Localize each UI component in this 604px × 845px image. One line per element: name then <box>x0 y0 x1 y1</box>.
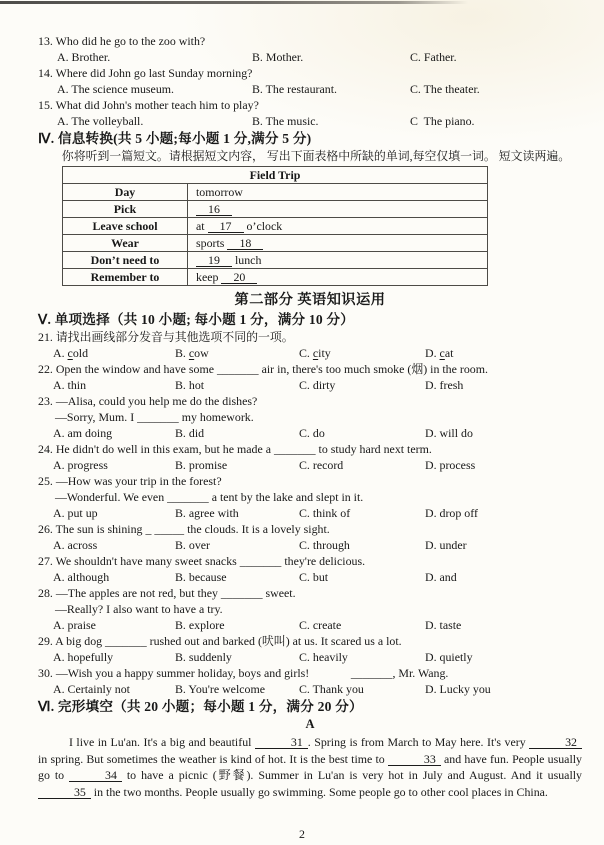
option-label: D. taste <box>425 618 462 633</box>
question-stem: 13. Who did he go to the zoo with? <box>38 34 206 48</box>
option-label: A. Brother. <box>57 50 111 64</box>
table-label-cell: Remember to <box>63 269 188 286</box>
question-item <box>38 329 582 361</box>
question-item <box>38 33 582 65</box>
table-label-cell: Pick <box>63 201 188 218</box>
option-row <box>53 537 582 553</box>
option-label: C. but <box>299 570 329 585</box>
option-label: B. explore <box>175 618 225 633</box>
option-label: C. heavily <box>299 650 348 665</box>
question-stem: 23. —Alisa, could you help me do the dishes? <box>38 394 258 409</box>
question-stem: 29. A big dog _______ rushed out and barked (吠叫) at us. It scared us a lot. <box>38 634 402 649</box>
option-row <box>53 425 582 441</box>
option-label: A. am doing <box>53 426 113 441</box>
blank-number: 16 <box>196 203 232 216</box>
option-label: B. hot <box>175 378 205 393</box>
option-label: B. The restaurant. <box>252 82 337 96</box>
table-label-cell: Leave school <box>63 218 188 235</box>
question-item <box>38 361 582 393</box>
option-row <box>53 457 582 473</box>
option-label: A. The science museum. <box>57 82 175 96</box>
option-label: D. process <box>425 458 476 473</box>
option-label: C. record <box>299 458 344 473</box>
blank-number: 35 <box>38 786 91 799</box>
page-content <box>38 33 582 800</box>
option-row <box>57 113 582 129</box>
table-value-cell: tomorrow <box>188 184 488 201</box>
question-stem: 27. We shouldn't have many sweet snacks _______ they're delicious. <box>38 554 366 569</box>
option-row <box>53 569 582 585</box>
blank-number: 34 <box>69 769 122 782</box>
option-label: A. hopefully <box>53 650 114 665</box>
blank-number: 33 <box>388 753 441 766</box>
question-item <box>38 441 582 473</box>
option-label: A. Certainly not <box>53 682 130 697</box>
option-label: B. over <box>175 538 211 553</box>
option-label: A. praise <box>53 618 96 633</box>
question-stem: —Really? I also want to have a try. <box>55 602 223 617</box>
option-label: A. although <box>53 570 110 585</box>
question-stem: —Sorry, Mum. I _______ my homework. <box>55 410 254 425</box>
cloze-passage: I live in Lu'an. It's a big and beautiful 31 . Spring is from March to May here. It's very 32 in spring. But sometimes the weather is kind of hot. It is the best time to 33 and have fun. People usually go to 34 to have a picnic (野餐). Summer in Lu'an is very hot in July and August. And it usually 35 in the two months. People usually go swimming. Some people go to other cool places in China. <box>38 735 582 799</box>
section-vi-heading: Ⅵ. 完形填空（共 20 小题；每小题 1 分，满分 20 分） <box>38 699 363 715</box>
option-label: B. did <box>175 426 205 441</box>
question-stem: 15. What did John's mother teach him to play? <box>38 98 259 112</box>
option-label: D. fresh <box>425 378 464 393</box>
question-stem: 28. —The apples are not red, but they _______ sweet. <box>38 586 296 601</box>
option-label: B. The music. <box>252 114 319 128</box>
blank-number: 20 <box>221 271 257 284</box>
multiple-choice-questions-21-30 <box>38 329 582 697</box>
table-row <box>63 218 488 235</box>
option-row <box>53 617 582 633</box>
option-label: B. Mother. <box>252 50 304 64</box>
option-row <box>53 649 582 665</box>
option-label: A. put up <box>53 506 98 521</box>
option-label: B. because <box>175 570 227 585</box>
question-item <box>38 393 582 441</box>
option-label: B. suddenly <box>175 650 232 665</box>
option-row <box>57 49 582 65</box>
table-value-cell: keep 20 <box>188 269 488 286</box>
table-row <box>63 252 488 269</box>
option-label: C. Thank you <box>299 682 364 697</box>
table-row <box>63 235 488 252</box>
table-value-cell: at 17 o’clock <box>188 218 488 235</box>
option-label: C. dirty <box>299 378 336 393</box>
option-label: C. do <box>299 426 325 441</box>
page-number: 2 <box>299 827 305 841</box>
option-label: C. The theater. <box>410 82 480 96</box>
option-label: C. city <box>299 346 331 361</box>
option-label: C. think of <box>299 506 351 521</box>
question-stem: 26. The sun is shining _ _____ the clouds. It is a lovely sight. <box>38 522 330 537</box>
option-label: A. thin <box>53 378 87 393</box>
section-v-heading: Ⅴ. 单项选择（共 10 小题; 每小题 1 分，满分 10 分） <box>38 312 355 328</box>
table-label-cell: Wear <box>63 235 188 252</box>
option-label: B. You're welcome <box>175 682 265 697</box>
question-stem: 21. 请找出画线部分发音与其他选项不同的一项。 <box>38 330 294 345</box>
question-item <box>38 521 582 553</box>
section-iv-heading: Ⅳ. 信息转换(共 5 小题;每小题 1 分,满分 5 分) <box>38 131 312 146</box>
option-row <box>53 505 582 521</box>
option-label: C. create <box>299 618 342 633</box>
underlined-letter: c <box>188 346 195 361</box>
question-stem: 30. —Wish you a happy summer holiday, boys and girls! _______, Mr. Wang. <box>38 666 449 681</box>
option-label: D. drop off <box>425 506 478 521</box>
table-label-cell: Day <box>63 184 188 201</box>
option-label: D. and <box>425 570 457 585</box>
option-row <box>53 681 582 697</box>
table-title-row <box>63 167 488 184</box>
option-label: D. quietly <box>425 650 473 665</box>
listening-questions-13-15 <box>38 33 582 129</box>
passage-label: A <box>305 717 315 732</box>
question-stem: 25. —How was your trip in the forest? <box>38 474 222 489</box>
scan-artifact-line <box>0 1 468 4</box>
part2-heading: 第二部分 英语知识运用 <box>234 292 386 309</box>
table-row <box>63 201 488 218</box>
option-label: A. progress <box>53 458 108 473</box>
option-label: D. under <box>425 538 467 553</box>
question-item <box>38 97 582 129</box>
question-stem: 24. He didn't do well in this exam, but he made a _______ to study hard next term. <box>38 442 432 457</box>
option-row <box>57 81 582 97</box>
underlined-letter: c <box>67 346 73 361</box>
option-label: D. Lucky you <box>425 682 491 697</box>
question-stem: —Wonderful. We even _______ a tent by the lake and slept in it. <box>55 490 364 505</box>
option-label: B. cow <box>175 346 209 361</box>
table-value-cell: 19 lunch <box>188 252 488 269</box>
question-item <box>38 65 582 97</box>
option-label: A. across <box>53 538 98 553</box>
underlined-letter: c <box>439 346 445 361</box>
option-label: C. through <box>299 538 350 553</box>
option-label: A. cold <box>53 346 89 361</box>
table-label-cell: Don’t need to <box>63 252 188 269</box>
option-label: B. promise <box>175 458 228 473</box>
question-item <box>38 585 582 633</box>
question-stem: 14. Where did John go last Sunday morning? <box>38 66 253 80</box>
table-value-cell: sports 18 <box>188 235 488 252</box>
option-label: B. agree with <box>175 506 239 521</box>
question-item <box>38 553 582 585</box>
question-item <box>38 665 582 697</box>
table-row <box>63 269 488 286</box>
table-title: Field Trip <box>63 167 488 184</box>
option-label: D. will do <box>425 426 473 441</box>
blank-number: 17 <box>208 220 244 233</box>
field-trip-table <box>62 166 488 286</box>
option-label: C. Father. <box>410 50 457 64</box>
option-label: C The piano. <box>410 114 475 128</box>
question-item <box>38 473 582 521</box>
option-row <box>53 345 582 361</box>
question-stem: 22. Open the window and have some _______ air in, there's too much smoke (烟) in the room. <box>38 362 488 377</box>
table-row <box>63 184 488 201</box>
blank-number: 19 <box>196 254 232 267</box>
option-label: D. cat <box>425 346 454 361</box>
section-iv-instructions: 你将听到一篇短文。请根据短文内容， 写出下面表格中所缺的单词,每空仅填一词。 短文读两遍。 <box>61 149 571 163</box>
blank-number: 18 <box>227 237 263 250</box>
blank-number: 31 <box>255 736 308 749</box>
option-label: A. The volleyball. <box>57 114 144 128</box>
underlined-letter: c <box>312 346 319 361</box>
option-row <box>53 377 582 393</box>
question-item <box>38 633 582 665</box>
table-value-cell <box>188 201 488 218</box>
blank-number: 32 <box>529 736 582 749</box>
